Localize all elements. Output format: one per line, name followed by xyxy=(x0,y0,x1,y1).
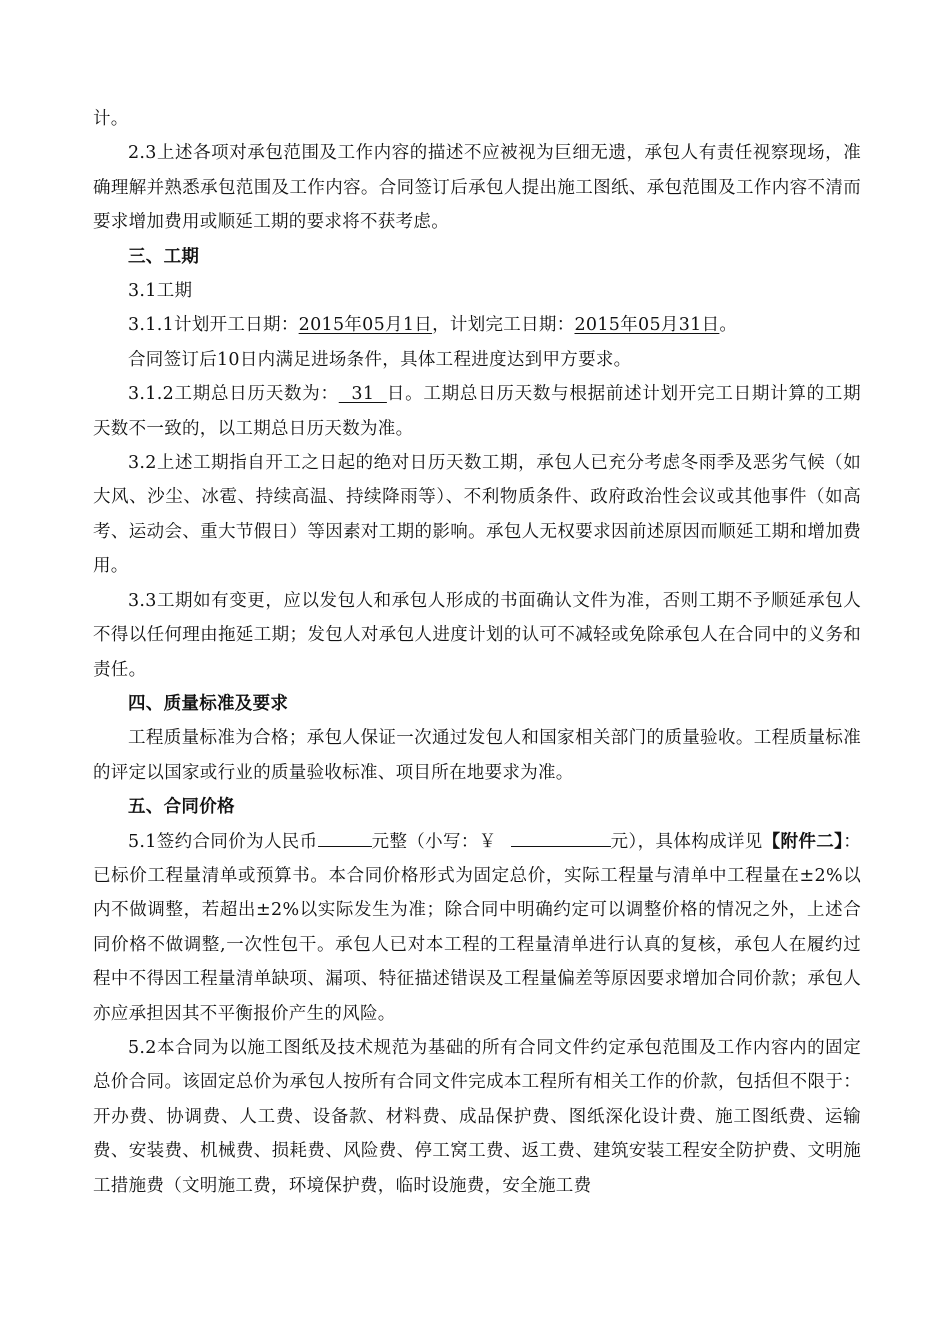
clause-3-1-2-label: 3.1.2工期总日历天数为： xyxy=(128,384,339,405)
clause-5-1 xyxy=(93,825,861,1031)
contract-page xyxy=(93,102,861,1203)
continued-text: 计。 xyxy=(93,109,129,129)
clause-3-1-2 xyxy=(93,377,861,446)
clause-3-1-1 xyxy=(93,308,861,342)
total-calendar-days: 31 xyxy=(338,384,387,405)
clause-5-1-body: ：已标价工程量清单或预算书。本合同价格形式为固定总价，实际工程量与清单中工程量在±2%以内不做调整，若超出±2%以实际发生为准；除合同中明确约定可以调整价格的情况之外，上述合同价格不做调整,一次性包干。承包人已对本工程的工程量清单进行认真的复核，承包人在履约过程中不得因工程量清单缺项、漏项、特征描述错误及工程量偏差等原因要求增加合同价款；承包人亦应承担因其不平衡报价产生的风险。 xyxy=(93,831,862,1024)
contract-price-figure-blank xyxy=(511,827,611,846)
quality-standard: 工程质量标准为合格；承包人保证一次通过发包人和国家相关部门的质量验收。工程质量标准的评定以国家或行业的质量验收标准、项目所在地要求为准。 xyxy=(93,728,861,783)
clause-2-3: 2.3上述各项对承包范围及工作内容的描述不应被视为巨细无遗，承包人有责任视察现场，准确理解并熟悉承包范围及工作内容。合同签订后承包人提出施工图纸、承包范围及工作内容不清而要求增加费用或顺延工期的要求将不获考虑。 xyxy=(93,143,861,233)
clause-3-1-1-label: 3.1.1计划开工日期： xyxy=(128,315,299,336)
section-heading-4: 四、质量标准及要求 xyxy=(128,693,289,714)
clause-3-1-1-note: 合同签订后10日内满足进场条件，具体工程进度达到甲方要求。 xyxy=(128,349,632,370)
section-heading-3: 三、工期 xyxy=(128,246,200,267)
clause-3-1: 3.1工期 xyxy=(128,281,193,302)
clause-3-2: 3.2上述工期指自开工之日起的绝对日历天数工期，承包人已充分考虑冬雨季及恶劣气候（如大风、沙尘、冰雹、持续高温、持续降雨等）、不利物质条件、政府政治性会议或其他事件（如高考、运动会、重大节假日）等因素对工期的影响。承包人无权要求因前述原因而顺延工期和增加费用。 xyxy=(93,453,861,577)
planned-start-date: 2015年05月1日 xyxy=(298,315,433,336)
clause-3-1-1-mid: ，计划完工日期： xyxy=(432,315,575,336)
clause-5-2: 5.2本合同为以施工图纸及技术规范为基础的所有合同文件约定承包范围及工作内容内的固定总价合同。该固定总价为承包人按所有合同文件完成本工程所有相关工作的价款，包括但不限于：开办费、协调费、人工费、设备款、材料费、成品保护费、图纸深化设计费、施工图纸费、运输费、安装费、机械费、损耗费、风险费、停工窝工费、返工费、建筑安装工程安全防护费、文明施工措施费（文明施工费，环境保护费，临时设施费，安全施工费 xyxy=(93,1037,861,1196)
clause-5-1-label: 5.1签约合同价为人民币 xyxy=(128,831,318,852)
clause-5-1-text: 元），具体构成详见 xyxy=(610,831,763,852)
clause-3-1-1-end: 。 xyxy=(719,315,738,336)
planned-end-date: 2015年05月31日 xyxy=(574,315,720,336)
clause-5-1-figure-label: 元整（小写：￥ xyxy=(371,831,497,852)
section-heading-5: 五、合同价格 xyxy=(128,797,235,818)
clause-3-3: 3.3工期如有变更，应以发包人和承包人形成的书面确认文件为准，否则工期不予顺延承包人不得以任何理由拖延工期；发包人对承包人进度计划的认可不减轻或免除承包人在合同中的义务和责任。 xyxy=(93,590,861,680)
clause-3-1-2-text: 日。工期总日历天数与根据前述计划开完工日期计算的工期天数不一致的，以工期总日历天数为准。 xyxy=(93,384,861,439)
appendix-2-ref: 【附件二】 xyxy=(762,831,844,852)
contract-price-words-blank xyxy=(318,827,372,846)
